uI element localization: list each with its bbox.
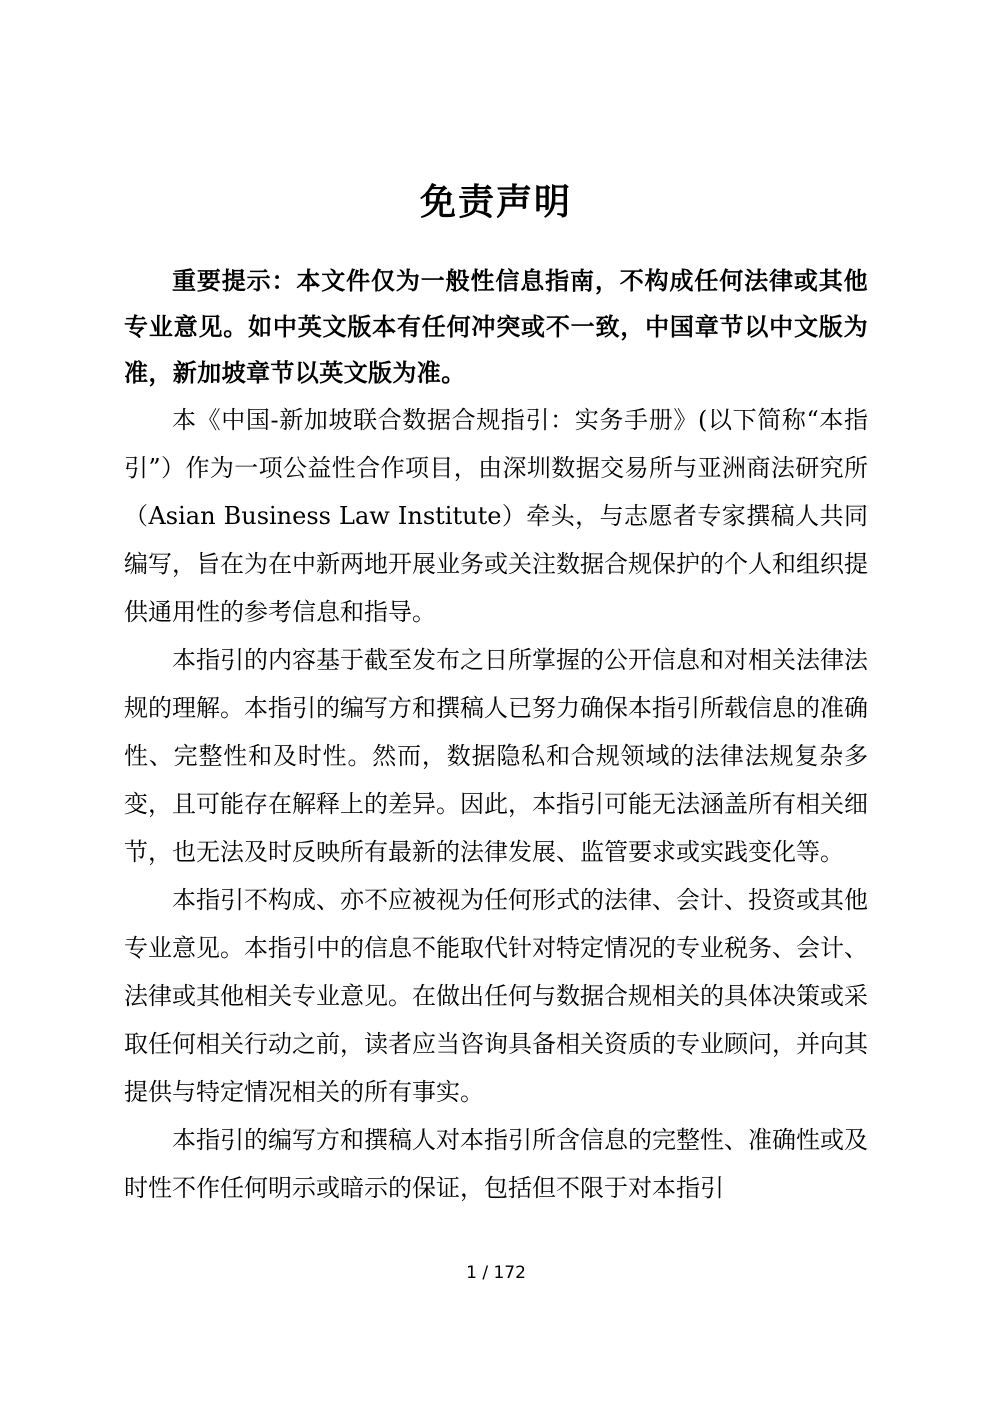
page-number: 1 / 172 [466, 1263, 526, 1283]
disclaimer-body [124, 258, 868, 1212]
accuracy-paragraph: 本指引的内容基于截至发布之日所掌握的公开信息和对相关法律法规的理解。本指引的编写方和撰稿人已努力确保本指引所载信息的准确性、完整性和及时性。然而，数据隐私和合规领域的法律法规复杂多变，且可能存在解释上的差异。因此，本指引可能无法涵盖所有相关细节，也无法及时反映所有最新的法律发展、监管要求或实践变化等。 [124, 646, 868, 866]
no-warranty-paragraph: 本指引的编写方和撰稿人对本指引所含信息的完整性、准确性或及时性不作任何明示或暗示的保证，包括但不限于对本指引 [124, 1126, 868, 1202]
intro-paragraph: 本《中国-新加坡联合数据合规指引：实务手册》(以下简称“本指引”）作为一项公益性合作项目，由深圳数据交易所与亚洲商法研究所（Asian Business Law Institute）牵头，与志愿者专家撰稿人共同编写，旨在为在中新两地开展业务或关注数据合规保护的个人和组织提供通用性的参考信息和指导。 [124, 406, 868, 626]
page-title: 免责声明 [419, 181, 572, 224]
no-advice-paragraph: 本指引不构成、亦不应被视为任何形式的法律、会计、投资或其他专业意见。本指引中的信息不能取代针对特定情况的专业税务、会计、法律或其他相关专业意见。在做出任何与数据合规相关的具体决策或采取任何相关行动之前，读者应当咨询具备相关资质的专业顾问，并向其提供与特定情况相关的所有事实。 [124, 886, 868, 1106]
important-notice-paragraph: 重要提示：本文件仅为一般性信息指南，不构成任何法律或其他专业意见。如中英文版本有任何冲突或不一致，中国章节以中文版为准，新加坡章节以英文版为准。 [124, 266, 868, 387]
